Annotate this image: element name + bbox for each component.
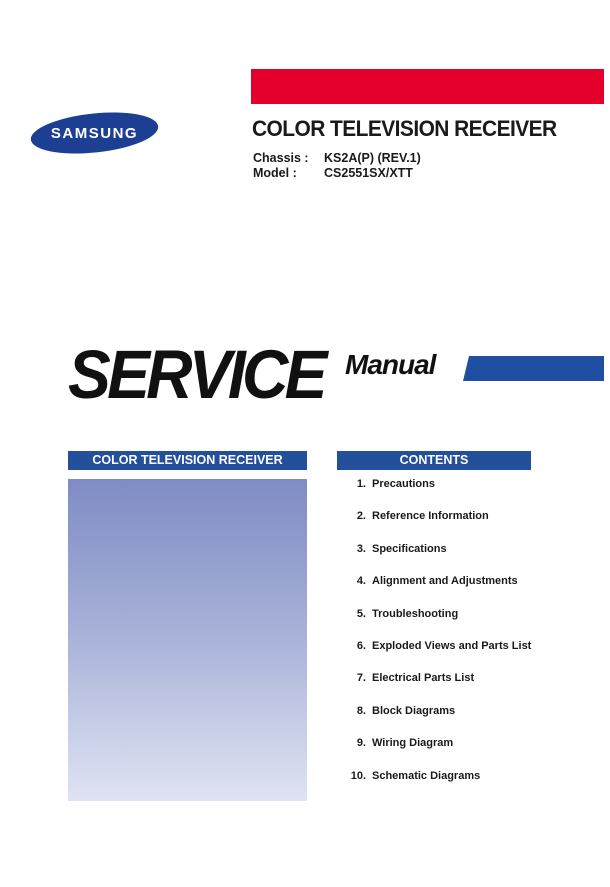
red-header-bar xyxy=(251,69,604,104)
left-section-header: COLOR TELEVISION RECEIVER xyxy=(68,451,307,470)
contents-item-number: 7. xyxy=(356,672,366,685)
contents-item-number: 8. xyxy=(356,704,366,717)
samsung-logo-icon xyxy=(29,111,160,155)
contents-item[interactable] xyxy=(340,672,531,704)
contents-item[interactable] xyxy=(340,640,531,672)
contents-item-number: 9. xyxy=(356,737,366,750)
contents-item-number: 2. xyxy=(356,510,366,523)
contents-item[interactable] xyxy=(340,705,531,737)
model-label: Model : xyxy=(253,166,297,180)
contents-item-number: 6. xyxy=(356,639,366,652)
samsung-logo xyxy=(29,111,160,155)
contents-item-label: Electrical Parts List xyxy=(372,672,475,685)
chassis-line xyxy=(253,151,421,165)
contents-item[interactable] xyxy=(340,737,531,769)
contents-item-label: Schematic Diagrams xyxy=(372,769,481,782)
contents-item-label: Wiring Diagram xyxy=(372,737,454,750)
contents-item-number: 10. xyxy=(350,769,366,782)
contents-item-label: Precautions xyxy=(372,478,435,490)
contents-item[interactable] xyxy=(340,575,531,607)
chassis-value: KS2A(P) (REV.1) xyxy=(324,151,421,165)
chassis-label: Chassis : xyxy=(253,151,309,165)
contents-header: CONTENTS xyxy=(337,451,531,470)
contents-item[interactable] xyxy=(340,608,531,640)
contents-item[interactable] xyxy=(340,770,531,802)
model-value: CS2551SX/XTT xyxy=(324,166,413,180)
contents-item-number: 5. xyxy=(356,607,366,620)
contents-item-label: Specifications xyxy=(372,542,447,555)
contents-item[interactable] xyxy=(340,478,531,510)
blue-banner-stripe xyxy=(463,356,604,381)
manual-banner-word: Manual xyxy=(345,349,436,380)
contents-item-label: Troubleshooting xyxy=(372,607,459,620)
contents-item-label: Block Diagrams xyxy=(372,704,456,717)
logo-text: SAMSUNG xyxy=(50,125,139,142)
service-banner-word: SERVICE xyxy=(68,336,324,413)
product-image-panel xyxy=(68,479,307,801)
contents-item-number: 4. xyxy=(356,575,366,588)
model-line xyxy=(253,166,413,180)
contents-item-label: Alignment and Adjustments xyxy=(372,575,518,588)
contents-item[interactable] xyxy=(340,510,531,542)
document-title: COLOR TELEVISION RECEIVER xyxy=(252,116,557,141)
contents-item-label: Exploded Views and Parts List xyxy=(372,639,532,652)
contents-item-number: 1. xyxy=(356,478,366,490)
contents-list xyxy=(340,478,531,802)
contents-item-label: Reference Information xyxy=(372,510,489,523)
contents-item-number: 3. xyxy=(356,542,366,555)
contents-item[interactable] xyxy=(340,543,531,575)
